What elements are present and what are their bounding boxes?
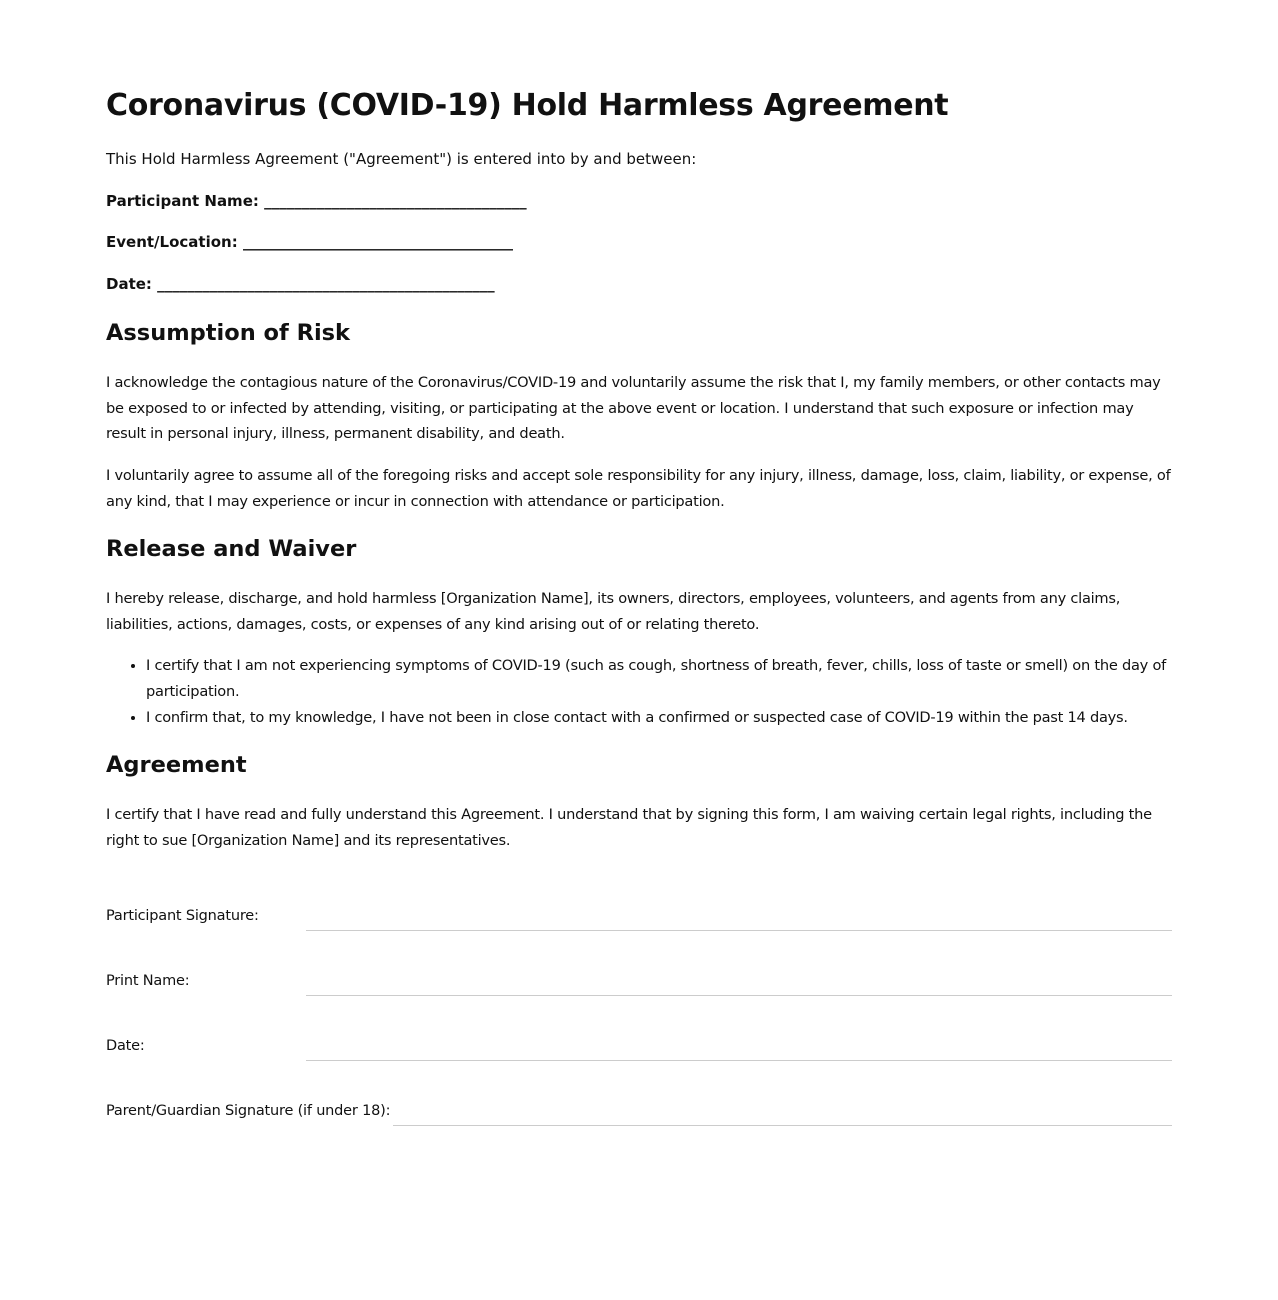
field-blank: ___________________________________ <box>264 192 527 210</box>
participant-signature-row <box>106 908 1172 938</box>
section-heading-release: Release and Waiver <box>106 536 357 562</box>
guardian-signature-line[interactable] <box>393 1125 1172 1126</box>
signature-label: Participant Signature: <box>106 908 259 924</box>
field-label: Participant Name: <box>106 192 259 210</box>
risk-paragraph-2: I voluntarily agree to assume all of the foregoing risks and accept sole responsibility for any injury, illness, damage, loss, claim, liability, or expense, of any kind, that I may experience or incur in connection with attendance or participation. <box>106 467 1171 510</box>
field-label: Event/Location: <box>106 233 238 251</box>
print-name-row <box>106 973 1172 1003</box>
field-blank: ____________________________________ <box>242 233 513 251</box>
guardian-signature-row <box>106 1103 1172 1133</box>
date-field <box>106 275 495 293</box>
field-blank: _____________________________________________ <box>157 275 495 293</box>
print-name-line[interactable] <box>306 995 1172 996</box>
signature-label: Date: <box>106 1038 145 1054</box>
event-location-field <box>106 233 513 251</box>
release-paragraph: I hereby release, discharge, and hold harmless [Organization Name], its owners, directors, employees, volunteers, and agents from any claims, liabilities, actions, damages, costs, or expenses of any kind arising out of or relating thereto. <box>106 590 1121 633</box>
document-title: Coronavirus (COVID-19) Hold Harmless Agreement <box>106 88 949 123</box>
intro-text: This Hold Harmless Agreement ("Agreement") is entered into by and between: <box>106 150 697 168</box>
list-item: • I certify that I am not experiencing symptoms of COVID-19 (such as cough, shortness of breath, fever, chills, loss of taste or smell) on the day of participation. <box>146 653 1172 705</box>
signature-label: Print Name: <box>106 973 190 989</box>
list-item: • I confirm that, to my knowledge, I have not been in close contact with a confirmed or suspected case of COVID-19 within the past 14 days. <box>146 705 1172 731</box>
field-label: Date: <box>106 275 152 293</box>
release-bullet-list <box>106 653 1172 731</box>
agreement-paragraph: I certify that I have read and fully understand this Agreement. I understand that by signing this form, I am waiving certain legal rights, including the right to sue [Organization Name] and its representatives. <box>106 806 1152 849</box>
section-heading-risk: Assumption of Risk <box>106 320 351 346</box>
signature-date-row <box>106 1038 1172 1068</box>
signature-label: Parent/Guardian Signature (if under 18): <box>106 1103 391 1119</box>
participant-name-field <box>106 192 527 210</box>
participant-signature-line[interactable] <box>306 930 1172 931</box>
risk-paragraph-1: I acknowledge the contagious nature of the Coronavirus/COVID-19 and voluntarily assume the risk that I, my family members, or other contacts may be exposed to or infected by attending, visiting, or participating at the above event or location. I understand that such exposure or infection may result in personal injury, illness, permanent disability, and death. <box>106 374 1161 442</box>
signature-date-line[interactable] <box>306 1060 1172 1061</box>
section-heading-agreement: Agreement <box>106 752 247 778</box>
